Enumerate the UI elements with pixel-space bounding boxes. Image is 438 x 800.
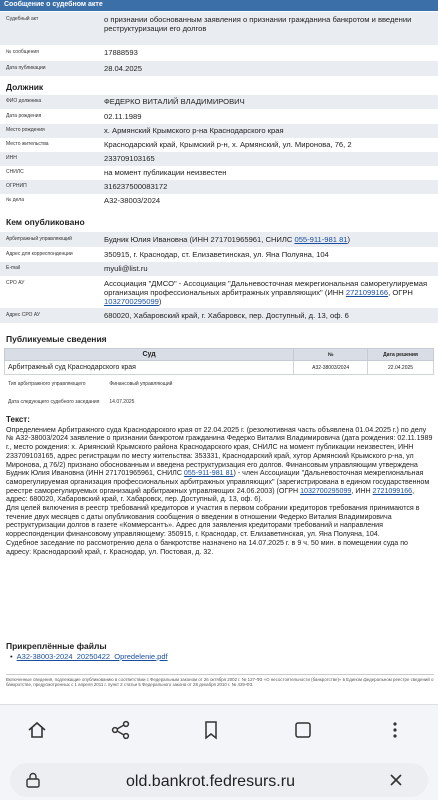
bookmark-icon[interactable] xyxy=(200,719,222,741)
debtor-section-title: Должник xyxy=(6,82,44,92)
page-header xyxy=(0,0,438,11)
court-cell: Арбитражный суд Краснодарского края xyxy=(5,361,294,375)
address-bar[interactable] xyxy=(10,763,428,797)
publisher-section-title: Кем опубликовано xyxy=(6,217,85,227)
sro-address-label: Адрес СРО АУ xyxy=(6,312,41,318)
birth-date-label: Дата рождения xyxy=(6,113,42,119)
next-hearing-value: 14.07.2025 xyxy=(109,399,135,405)
sro-middle: , ОГРН xyxy=(388,288,413,297)
menu-icon[interactable] xyxy=(384,719,406,741)
court-column-header: Суд xyxy=(5,349,294,361)
sro-ogrn-link[interactable]: 1032700295099 xyxy=(104,297,159,306)
act-label: Судебный акт xyxy=(6,16,39,22)
next-hearing-row xyxy=(8,399,134,405)
paragraph-1-text-c: , ИНН xyxy=(351,486,373,495)
bullet: • xyxy=(10,652,13,661)
text-ogrn-link[interactable]: 1032700295099 xyxy=(300,486,352,495)
paragraph-1-text: Определением Арбитражного суда Краснодарского края от 22.04.2025 г. (резолютивная часть объявлена 01.04.2025 г.) по делу № А32-38003/2024 заявление о признании банкротом гражданина Федерко Виталия Владимировича (дата рождения: 02.11.1989 г., место рождения: х. Армянский Крымского района Краснодарского края, СНИЛС на момент публикации неизвестен, ИНН 233709103165, адрес регистрации по месту жительства: 353331, Краснодарский край, хутор Армянский Крымского р-на, ул Миронова, д 76/2) признано обоснованным и введена реструктуризация его долгов. Финансовым управляющим утверждена Будник Юлия Ивановна (ИНН 271701965961, СНИЛС xyxy=(6,425,433,478)
act-info-table xyxy=(0,12,438,76)
share-icon[interactable] xyxy=(110,719,132,741)
birth-date-value: 02.11.1989 xyxy=(104,112,142,121)
sro-address-value: 680020, Хабаровский край, г. Хабаровск, пер. Доступный, д. 13, оф. 6 xyxy=(104,311,349,320)
birth-place-value: х. Армянский Крымского р-на Краснодарского края xyxy=(104,126,284,135)
text-paragraph-1 xyxy=(6,426,434,504)
close-icon[interactable] xyxy=(388,772,404,788)
snils-value: на момент публикации неизвестен xyxy=(104,168,227,177)
text-paragraph-3: Судебное заседание по рассмотрению дела о банкротстве назначено на 14.07.2025 г. в 9 ч. 50 мин. в помещении суда по адресу: Краснодарский край, г. Краснодар, ул. Постовая, д. 32. xyxy=(6,538,409,556)
address-value: 350915, г. Краснодар, ст. Елизаветинская, ул. Яна Полуяна, 104 xyxy=(104,250,329,259)
ogrnip-value: 316237500083172 xyxy=(104,182,168,191)
manager-label: Арбитражный управляющий xyxy=(6,236,72,242)
manager-suffix: ) xyxy=(347,235,351,244)
sro-suffix: ) xyxy=(158,297,162,306)
table-row xyxy=(5,361,434,375)
debtor-name-label: ФИО должника xyxy=(6,98,42,104)
message-number-value: 17888593 xyxy=(104,48,138,57)
sro-value xyxy=(104,276,438,308)
court-table xyxy=(4,348,434,375)
footnote: Включенные сведения, подлежащие опубликованию в соответствии с Федеральным законом от 26 октября 2002 г. № 127-ФЗ «О несостоятельности (банкротстве)» в Едином федеральном реестре сведений о банкротстве, предусмотренных с 1 апреля 2011 г. пункт 2 статьи 5 Федерального закона от 28 декабря 2010 г. № 429-ФЗ. xyxy=(6,674,434,688)
published-section-title: Публикуемые сведения xyxy=(6,334,107,344)
case-number-label: № дела xyxy=(6,197,24,203)
manager-name: Будник Юлия Ивановна (ИНН 271701965961, СНИЛС xyxy=(104,235,295,244)
snils-label: СНИЛС xyxy=(6,169,24,175)
debtor-name-value: ФЕДЕРКО ВИТАЛИЙ ВЛАДИМИРОВИЧ xyxy=(104,97,245,106)
residence-label: Место жительства xyxy=(6,141,49,147)
file-download-link[interactable]: А32-38003-2024_20250422_Opredelenie.pdf xyxy=(16,652,168,661)
inn-value: 233709103165 xyxy=(104,154,155,163)
paragraph-1-text-d: , адрес: 680020, Хабаровский край, г. Хабаровск, пер. Доступный, д. 13, оф. 6). xyxy=(6,486,415,504)
birth-place-label: Место рождения xyxy=(6,127,45,133)
browser-toolbar xyxy=(0,704,438,800)
manager-snils-link[interactable]: 055-911-981 81 xyxy=(294,235,348,244)
number-column-header: № xyxy=(294,349,368,361)
email-label: E-mail xyxy=(6,265,21,271)
home-icon[interactable] xyxy=(26,719,48,741)
publication-date-value: 28.04.2025 xyxy=(104,64,143,73)
text-inn-link[interactable]: 2721099166 xyxy=(372,486,413,495)
manager-value xyxy=(104,232,438,247)
decision-date-column-header: Дата решения xyxy=(368,349,434,361)
message-number-label: № сообщения xyxy=(6,49,39,55)
inn-label: ИНН xyxy=(6,155,17,161)
next-hearing-label: Дата следующего судебного заседания xyxy=(8,399,100,405)
message-text xyxy=(6,416,434,556)
text-title: Текст: xyxy=(6,415,30,424)
text-paragraph-2: Для целей включения в реестр требований кредиторов и участия в первом собрании кредиторов требования принимаются в течение двух месяцев с даты опубликования сообщения о введении в отношении Федерко Виталия Владимировича реструктуризации долгов в газете «Коммерсантъ». Адрес для заявления кредиторами требований и направления корреспонденции финансовому управляющему: 350915, г. Краснодар, ст. Елизаветинская, ул. Яна Полуяна, 104. xyxy=(6,504,420,539)
debtor-table xyxy=(0,95,438,208)
paragraph-1-text-b: ) - член Ассоциации "Дальневосточная межрегиональная саморегулируемая организация профессиональных арбитражных управляющих" (зарегистрирована в едином государственном реестре саморегулируемых организаций арбитражных управляющих 24.06.2003) (ОГРН xyxy=(6,469,430,495)
tabs-icon[interactable] xyxy=(292,719,314,741)
number-cell: А32-38003/2024 xyxy=(294,361,368,375)
lock-icon xyxy=(24,771,42,789)
url-text: old.bankrot.fedresurs.ru xyxy=(126,773,295,790)
decision-date-cell: 22.04.2025 xyxy=(368,361,434,375)
act-value: о признании обоснованным заявления о признании гражданина банкротом и введении реструктуризации его долгов xyxy=(104,15,412,33)
sro-name: Ассоциация "ДМСО" - Ассоциация "Дальневосточная межрегиональная саморегулируемая организация профессиональных арбитражных управляющих" (ИНН xyxy=(104,279,428,297)
files-section-title: Прикреплённые файлы xyxy=(6,641,107,651)
manager-type-row xyxy=(8,381,172,387)
address-label: Адрес для корреспонденции xyxy=(6,251,73,257)
case-number-value: А32-38003/2024 xyxy=(104,196,161,205)
text-snils-link[interactable]: 055-911-981 81 xyxy=(183,469,234,478)
manager-type-value: Финансовый управляющий xyxy=(109,381,173,387)
file-list-item xyxy=(10,652,168,661)
residence-value: Краснодарский край, Крымский р-н, х. Армянский, ул. Миронова, 76, 2 xyxy=(104,140,352,149)
page-title: Сообщение о судебном акте xyxy=(4,1,103,8)
manager-type-label: Тип арбитражного управляющего xyxy=(8,381,86,387)
sro-label: СРО АУ xyxy=(6,280,25,286)
ogrnip-label: ОГРНИП xyxy=(6,183,27,189)
email-value: myuli@list.ru xyxy=(104,264,148,273)
sro-inn-link[interactable]: 2721099166 xyxy=(345,288,389,297)
publication-date-label: Дата публикации xyxy=(6,65,46,71)
publisher-table xyxy=(0,232,438,323)
